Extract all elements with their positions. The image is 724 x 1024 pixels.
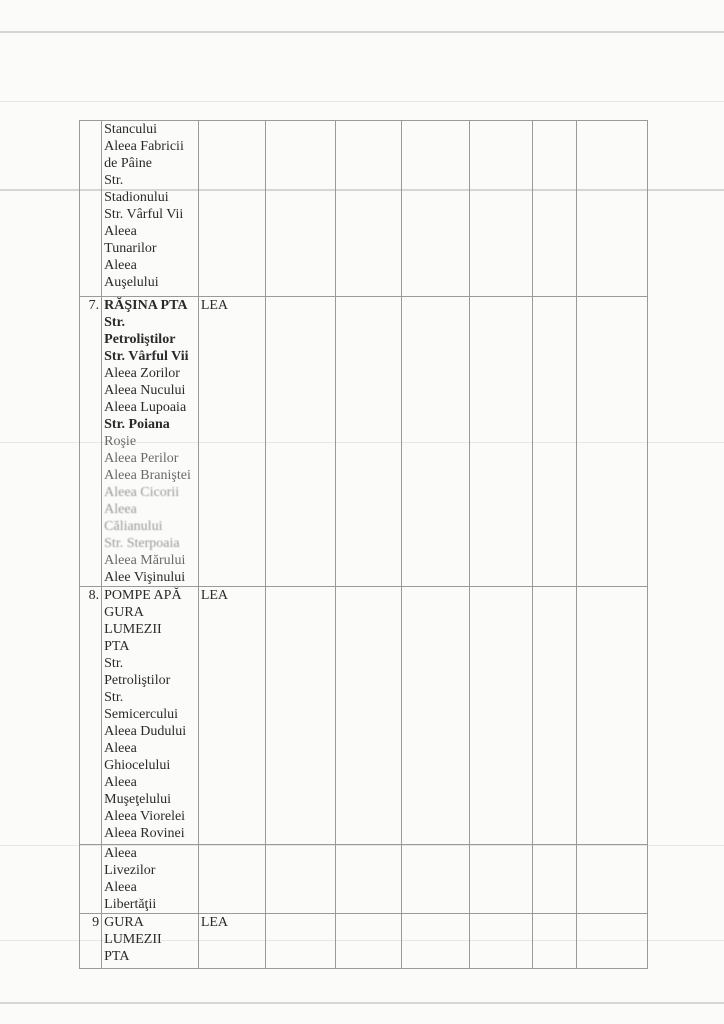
network-type-cell: LEA xyxy=(198,587,265,845)
street-line: Livezilor xyxy=(104,863,156,878)
network-type-cell xyxy=(198,845,265,914)
street-line: Aleea Mărului xyxy=(104,553,186,568)
row-number: 9 xyxy=(80,914,102,969)
street-line: Aleea xyxy=(104,502,137,517)
empty-cell xyxy=(533,845,577,914)
street-line: Tunarilor xyxy=(104,241,157,256)
street-line: Aleea xyxy=(104,880,137,895)
street-line: Str. Vârful Vii xyxy=(104,207,184,222)
scan-line-top xyxy=(0,31,724,33)
empty-cell xyxy=(266,121,335,297)
street-line: PTA xyxy=(104,949,130,964)
empty-cell xyxy=(577,914,648,969)
street-line: Muşeţelului xyxy=(104,792,172,807)
street-line: Libertăţii xyxy=(104,897,157,912)
empty-cell xyxy=(335,845,401,914)
empty-cell xyxy=(533,297,577,587)
locality-cell xyxy=(102,297,199,587)
street-line: Petroliştilor xyxy=(104,332,176,347)
network-type-cell: LEA xyxy=(198,914,265,969)
empty-cell xyxy=(533,914,577,969)
street-line: Călianului xyxy=(104,519,163,534)
street-line: Str. Vârful Vii xyxy=(104,349,189,364)
empty-cell xyxy=(402,121,469,297)
table-row xyxy=(80,845,648,914)
street-line: Aleea Lupoaia xyxy=(104,400,187,415)
street-line: POMPE APĂ xyxy=(104,588,182,603)
street-line: de Pâine xyxy=(104,156,152,171)
empty-cell xyxy=(266,914,335,969)
row-number xyxy=(80,121,102,297)
street-line: LUMEZII xyxy=(104,622,162,637)
locality-cell xyxy=(102,121,199,297)
empty-cell xyxy=(577,297,648,587)
street-line: Aleea Zorilor xyxy=(104,366,180,381)
street-line: Str. xyxy=(104,656,124,671)
street-line: Str. xyxy=(104,690,124,705)
empty-cell xyxy=(266,297,335,587)
network-type-cell: LEA xyxy=(198,297,265,587)
empty-cell xyxy=(469,587,532,845)
table-row xyxy=(80,297,648,587)
street-line: Aleea Cicorii xyxy=(104,485,180,500)
empty-cell xyxy=(402,587,469,845)
empty-cell xyxy=(577,845,648,914)
locality-cell xyxy=(102,587,199,845)
empty-cell xyxy=(335,914,401,969)
empty-cell xyxy=(335,121,401,297)
street-line: RĂŞINA PTA xyxy=(104,298,188,313)
street-line: Aleea Perilor xyxy=(104,451,179,466)
empty-cell xyxy=(533,587,577,845)
street-line: PTA xyxy=(104,639,130,654)
street-line: Auşelului xyxy=(104,275,159,290)
street-line: Str. Poiana xyxy=(104,417,170,432)
empty-cell xyxy=(335,297,401,587)
scan-line-upper xyxy=(0,101,724,102)
empty-cell xyxy=(533,121,577,297)
street-line: Semicercului xyxy=(104,707,179,722)
street-line: Aleea Viorelei xyxy=(104,809,186,824)
street-line: Str. xyxy=(104,173,124,188)
empty-cell xyxy=(577,121,648,297)
network-type-cell xyxy=(198,121,265,297)
street-line: Aleea xyxy=(104,775,137,790)
table-row xyxy=(80,914,648,969)
locality-cell xyxy=(102,914,199,969)
empty-cell xyxy=(266,845,335,914)
street-line: Alee Vişinului xyxy=(104,570,186,585)
street-line: Str. xyxy=(104,315,126,330)
streets-table xyxy=(79,120,648,969)
empty-cell xyxy=(402,297,469,587)
empty-cell xyxy=(335,587,401,845)
street-line: LUMEZII xyxy=(104,932,162,947)
scan-line-bottom xyxy=(0,1002,724,1004)
street-line: Roşie xyxy=(104,434,137,449)
street-line: Ghiocelului xyxy=(104,758,171,773)
row-number xyxy=(80,845,102,914)
street-line: Aleea xyxy=(104,258,137,273)
empty-cell xyxy=(402,845,469,914)
empty-cell xyxy=(469,121,532,297)
street-line: Aleea xyxy=(104,224,137,239)
empty-cell xyxy=(469,914,532,969)
street-line: GURA xyxy=(104,605,144,620)
empty-cell xyxy=(469,845,532,914)
empty-cell xyxy=(577,587,648,845)
street-line: Aleea Fabricii xyxy=(104,139,184,154)
street-line: Stadionului xyxy=(104,190,169,205)
street-line: Str. Sterpoaia xyxy=(104,536,180,551)
street-line: Petroliştilor xyxy=(104,673,171,688)
street-line: Aleea xyxy=(104,741,137,756)
street-line: Stancului xyxy=(104,122,158,137)
street-line: Aleea Rovinei xyxy=(104,826,185,841)
table-row xyxy=(80,587,648,845)
street-line: Aleea Dudului xyxy=(104,724,187,739)
table-row xyxy=(80,121,648,297)
empty-cell xyxy=(266,587,335,845)
locality-cell xyxy=(102,845,199,914)
empty-cell xyxy=(402,914,469,969)
row-number: 7. xyxy=(80,297,102,587)
street-line: GURA xyxy=(104,915,144,930)
empty-cell xyxy=(469,297,532,587)
street-line: Aleea xyxy=(104,846,137,861)
row-number: 8. xyxy=(80,587,102,845)
street-line: Aleea Nucului xyxy=(104,383,186,398)
street-line: Aleea Braniştei xyxy=(104,468,191,483)
